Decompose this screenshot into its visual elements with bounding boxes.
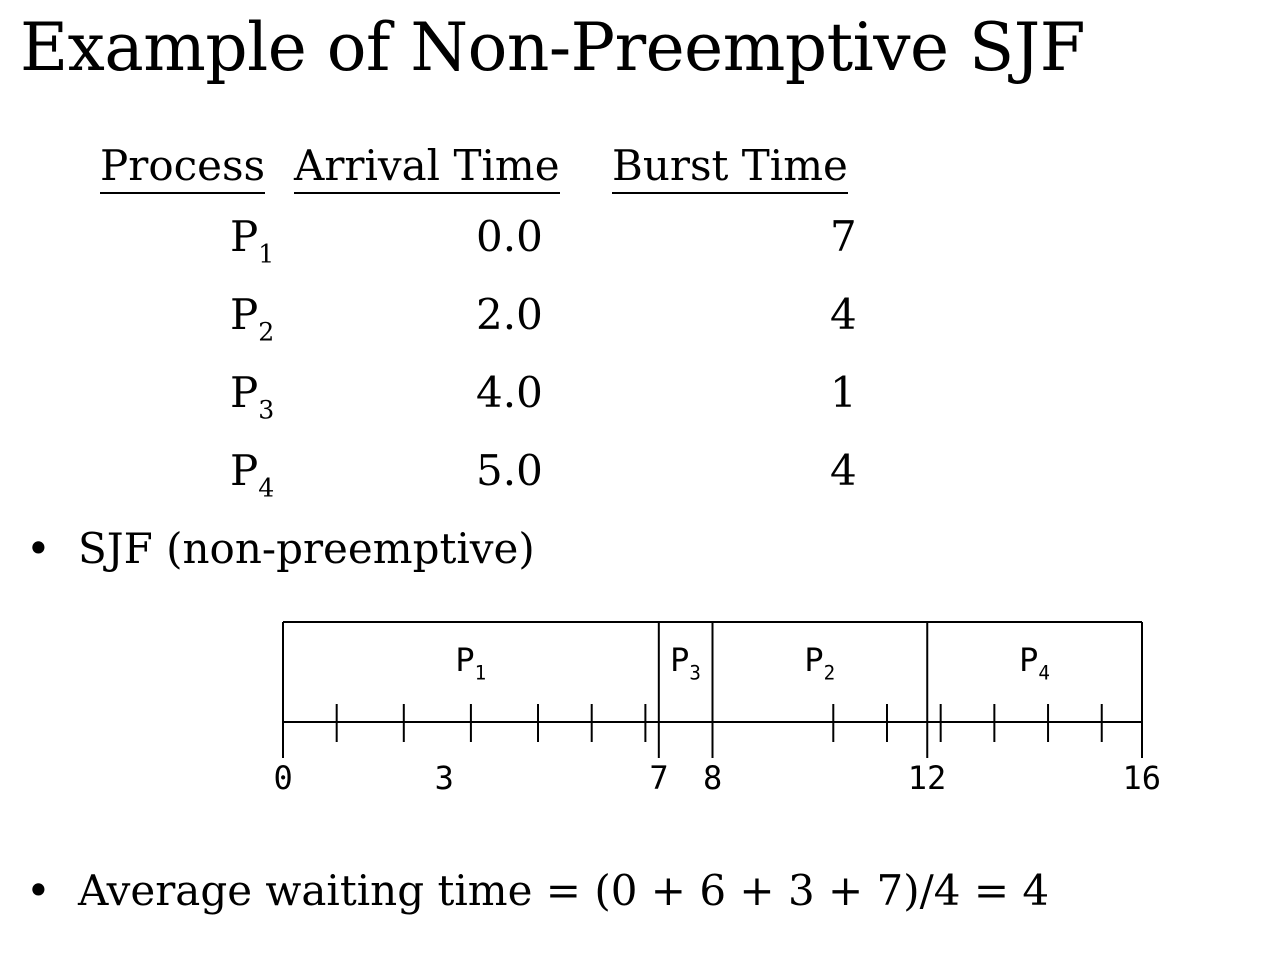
bullet-marker: •: [26, 524, 51, 573]
gantt-time-label: 3: [434, 759, 454, 797]
gantt-time-label: 7: [649, 759, 669, 797]
gantt-segment-label: $P_2$: [804, 641, 836, 685]
gantt-time-label: 8: [703, 759, 723, 797]
bullet-average-waiting: [26, 866, 1049, 916]
header-burst-time: Burst Time: [612, 140, 848, 194]
burst-cell-p2: 4: [830, 290, 857, 339]
process-cell-p1: $P_1$: [230, 212, 275, 269]
slide-title: Example of Non-Preemptive SJF: [20, 9, 1085, 86]
gantt-time-label: 12: [907, 759, 947, 797]
arrival-cell-p2: 2.0: [476, 290, 543, 339]
burst-cell-p3: 1: [830, 368, 857, 417]
gantt-segment-label: $P_4$: [1019, 641, 1050, 685]
arrival-cell-p1: 0.0: [476, 212, 543, 261]
process-cell-p2: $P_2$: [230, 290, 275, 347]
header-arrival-time: Arrival Time: [294, 140, 560, 194]
gantt-segment-label: $P_3$: [670, 641, 701, 685]
process-cell-p3: $P_3$: [230, 368, 275, 425]
header-process: Process: [100, 140, 265, 194]
gantt-time-label: 0: [273, 759, 293, 797]
arrival-cell-p3: 4.0: [476, 368, 543, 417]
process-cell-p4: $P_4$: [230, 446, 275, 503]
arrival-cell-p4: 5.0: [476, 446, 543, 495]
average-waiting-text: Average waiting time = (0 + 6 + 3 + 7)/4 = 4: [78, 866, 1050, 915]
gantt-segment-label: $P_1$: [455, 641, 487, 685]
burst-cell-p1: 7: [830, 212, 857, 261]
burst-cell-p4: 4: [830, 446, 857, 495]
gantt-time-label: 16: [1122, 759, 1162, 797]
bullet-marker: •: [26, 866, 51, 915]
bullet-sjf-text: SJF (non-preemptive): [78, 524, 535, 573]
